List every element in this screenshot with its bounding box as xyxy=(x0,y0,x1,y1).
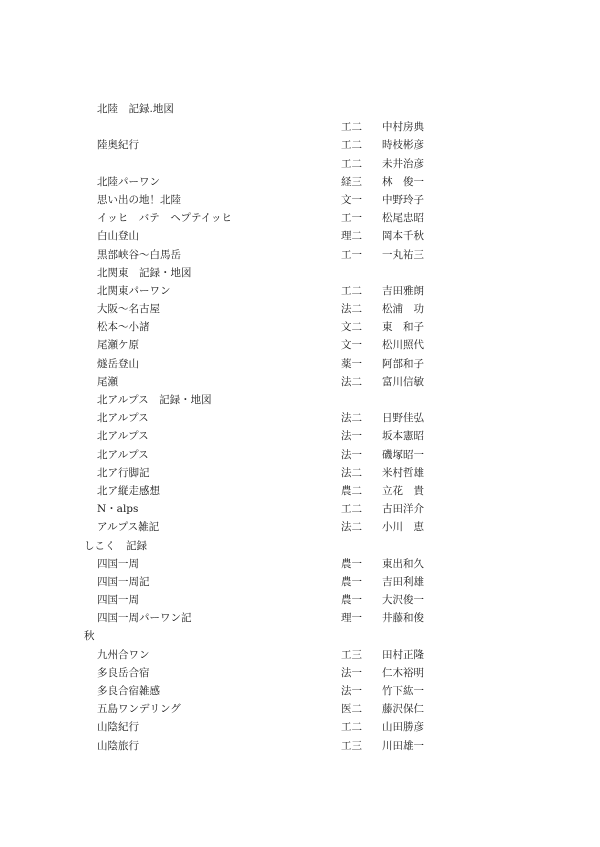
contents-row xyxy=(84,209,444,227)
entry-author: 藤沢保仁 xyxy=(382,703,424,716)
entry-department: 法一 xyxy=(341,666,362,679)
entry-title: 四国一周パーワン記 xyxy=(97,612,192,625)
entry-title: 四国一周記 xyxy=(97,575,150,588)
contents-row xyxy=(84,609,444,627)
entry-author: 吉田利雄 xyxy=(382,575,424,588)
entry-title: 山陰紀行 xyxy=(97,721,139,734)
contents-row xyxy=(84,136,444,154)
entry-department: 法二 xyxy=(341,521,362,534)
entry-department: 工三 xyxy=(341,739,362,752)
entry-department: 工一 xyxy=(341,212,362,225)
entry-department: 法二 xyxy=(341,303,362,316)
entry-author: 未井治彦 xyxy=(382,157,424,170)
entry-author: 松浦 功 xyxy=(382,303,424,316)
contents-row xyxy=(84,427,444,445)
contents-row xyxy=(84,100,444,118)
entry-department: 薬一 xyxy=(341,357,362,370)
entry-title: 尾瀬ケ原 xyxy=(97,339,139,352)
entry-title: 四国一周 xyxy=(97,557,139,570)
entry-title: 北陸 記録.地図 xyxy=(97,103,174,115)
contents-row xyxy=(84,500,444,518)
entry-department: 農一 xyxy=(341,575,362,588)
entry-title: 思い出の地！北陸 xyxy=(97,193,181,206)
entry-title: 北アルプス xyxy=(97,448,149,461)
entry-title: 大阪〜名古屋 xyxy=(97,303,160,316)
contents-row xyxy=(84,300,444,318)
contents-row xyxy=(84,191,444,209)
entry-author: 吉田雅朗 xyxy=(382,284,424,297)
entry-author: 大沢俊一 xyxy=(382,594,424,607)
entry-title: 多良合宿雑感 xyxy=(97,685,160,697)
contents-row xyxy=(84,682,444,700)
entry-title: しこく 記録 xyxy=(84,539,147,552)
entry-title: 白山登山 xyxy=(97,230,139,243)
contents-row xyxy=(84,391,444,409)
entry-department: 法二 xyxy=(341,375,362,388)
entry-department: 工二 xyxy=(341,503,362,516)
contents-list xyxy=(84,100,444,755)
entry-department: 農一 xyxy=(341,594,362,607)
contents-row xyxy=(84,537,444,555)
entry-author: 一丸祐三 xyxy=(382,248,424,261)
entry-title: 尾瀬 xyxy=(97,375,118,388)
entry-title: 北アルプス xyxy=(97,430,149,443)
entry-author: 仁木裕明 xyxy=(382,666,424,679)
contents-row xyxy=(84,155,444,173)
contents-row xyxy=(84,627,444,645)
entry-author: 小川 恵 xyxy=(382,521,424,534)
entry-author: 米村哲雄 xyxy=(382,466,424,479)
entry-author: 林 俊一 xyxy=(382,175,424,188)
entry-author: 磯塚昭一 xyxy=(382,448,424,461)
entry-author: 時枝彬彦 xyxy=(382,139,424,152)
entry-department: 文一 xyxy=(341,339,362,352)
entry-author: 松尾忠昭 xyxy=(382,212,424,225)
entry-author: 富川信敏 xyxy=(382,375,424,388)
entry-title: 北アルプス 記録・地図 xyxy=(97,394,212,406)
entry-title: 北関東 記録・地図 xyxy=(97,266,192,279)
entry-department: 工二 xyxy=(341,121,362,134)
contents-row xyxy=(84,373,444,391)
entry-title: 北ア縦走感想 xyxy=(97,484,160,497)
contents-row xyxy=(84,282,444,300)
entry-author: 松川照代 xyxy=(382,339,424,352)
entry-department: 工二 xyxy=(341,139,362,152)
entry-title: 陸奥紀行 xyxy=(97,139,139,152)
entry-department: 工三 xyxy=(341,648,362,661)
contents-row xyxy=(84,700,444,718)
entry-author: 東出和久 xyxy=(382,557,424,570)
entry-title: 北陸パーワン xyxy=(97,175,160,188)
entry-author: 山田勝彦 xyxy=(382,721,424,734)
entry-author: 川田雄一 xyxy=(382,739,424,752)
contents-row xyxy=(84,409,444,427)
entry-title: 燧岳登山 xyxy=(97,357,139,370)
entry-department: 法一 xyxy=(341,685,362,697)
entry-department: 工二 xyxy=(341,284,362,297)
entry-title: イッヒ バテ ヘプテイッヒ xyxy=(97,212,233,225)
entry-author: 竹下紘一 xyxy=(382,685,424,697)
contents-row xyxy=(84,482,444,500)
entry-title: 多良岳合宿 xyxy=(97,666,150,679)
contents-row xyxy=(84,737,444,755)
entry-author: 立花 貴 xyxy=(382,484,424,497)
entry-department: 文一 xyxy=(341,193,362,206)
entry-department: 法一 xyxy=(341,430,362,443)
contents-row xyxy=(84,246,444,264)
entry-department: 法二 xyxy=(341,466,362,479)
entry-author: 日野佳弘 xyxy=(382,412,424,425)
contents-row xyxy=(84,355,444,373)
entry-title: 山陰旅行 xyxy=(97,739,139,752)
contents-row xyxy=(84,518,444,536)
entry-author: 中村房典 xyxy=(382,121,424,134)
contents-row xyxy=(84,646,444,664)
entry-department: 経三 xyxy=(341,175,362,188)
entry-title: 九州合ワン xyxy=(97,648,150,661)
entry-title: 北アルプス xyxy=(97,412,149,425)
entry-title: 北関東パーワン xyxy=(97,284,171,297)
entry-author: 井藤和俊 xyxy=(382,612,424,625)
entry-title: 秋 xyxy=(84,630,95,643)
entry-title: 四国一周 xyxy=(97,594,139,607)
contents-row xyxy=(84,318,444,336)
entry-department: 法二 xyxy=(341,412,362,425)
entry-author: 坂本憲昭 xyxy=(382,430,424,443)
contents-row xyxy=(84,718,444,736)
entry-department: 理二 xyxy=(341,230,362,243)
entry-department: 法一 xyxy=(341,448,362,461)
contents-row xyxy=(84,264,444,282)
contents-row xyxy=(84,555,444,573)
contents-row xyxy=(84,446,444,464)
entry-department: 工一 xyxy=(341,248,362,261)
entry-author: 古田洋介 xyxy=(382,503,424,516)
contents-row xyxy=(84,336,444,354)
contents-row xyxy=(84,573,444,591)
entry-author: 田村正隆 xyxy=(382,648,424,661)
entry-department: 医二 xyxy=(341,703,362,716)
entry-author: 岡本千秋 xyxy=(382,230,424,243)
contents-row xyxy=(84,664,444,682)
entry-department: 工二 xyxy=(341,721,362,734)
entry-title: 黒部峡谷〜白馬岳 xyxy=(97,248,181,261)
contents-row xyxy=(84,227,444,245)
entry-author: 東 和子 xyxy=(382,321,424,334)
contents-row xyxy=(84,173,444,191)
entry-department: 農二 xyxy=(341,484,362,497)
contents-row xyxy=(84,591,444,609)
contents-row xyxy=(84,118,444,136)
entry-title: N・alps xyxy=(97,503,139,516)
entry-department: 農一 xyxy=(341,557,362,570)
entry-author: 阿部和子 xyxy=(382,357,424,370)
entry-department: 工二 xyxy=(341,157,362,170)
entry-title: 五島ワンデリング xyxy=(97,703,181,716)
entry-title: アルプス雑記 xyxy=(97,521,160,534)
entry-department: 文二 xyxy=(341,321,362,334)
contents-row xyxy=(84,464,444,482)
entry-department: 理一 xyxy=(341,612,362,625)
entry-title: 松本〜小諸 xyxy=(97,321,150,334)
entry-author: 中野玲子 xyxy=(382,193,424,206)
entry-title: 北ア行脚記 xyxy=(97,466,150,479)
